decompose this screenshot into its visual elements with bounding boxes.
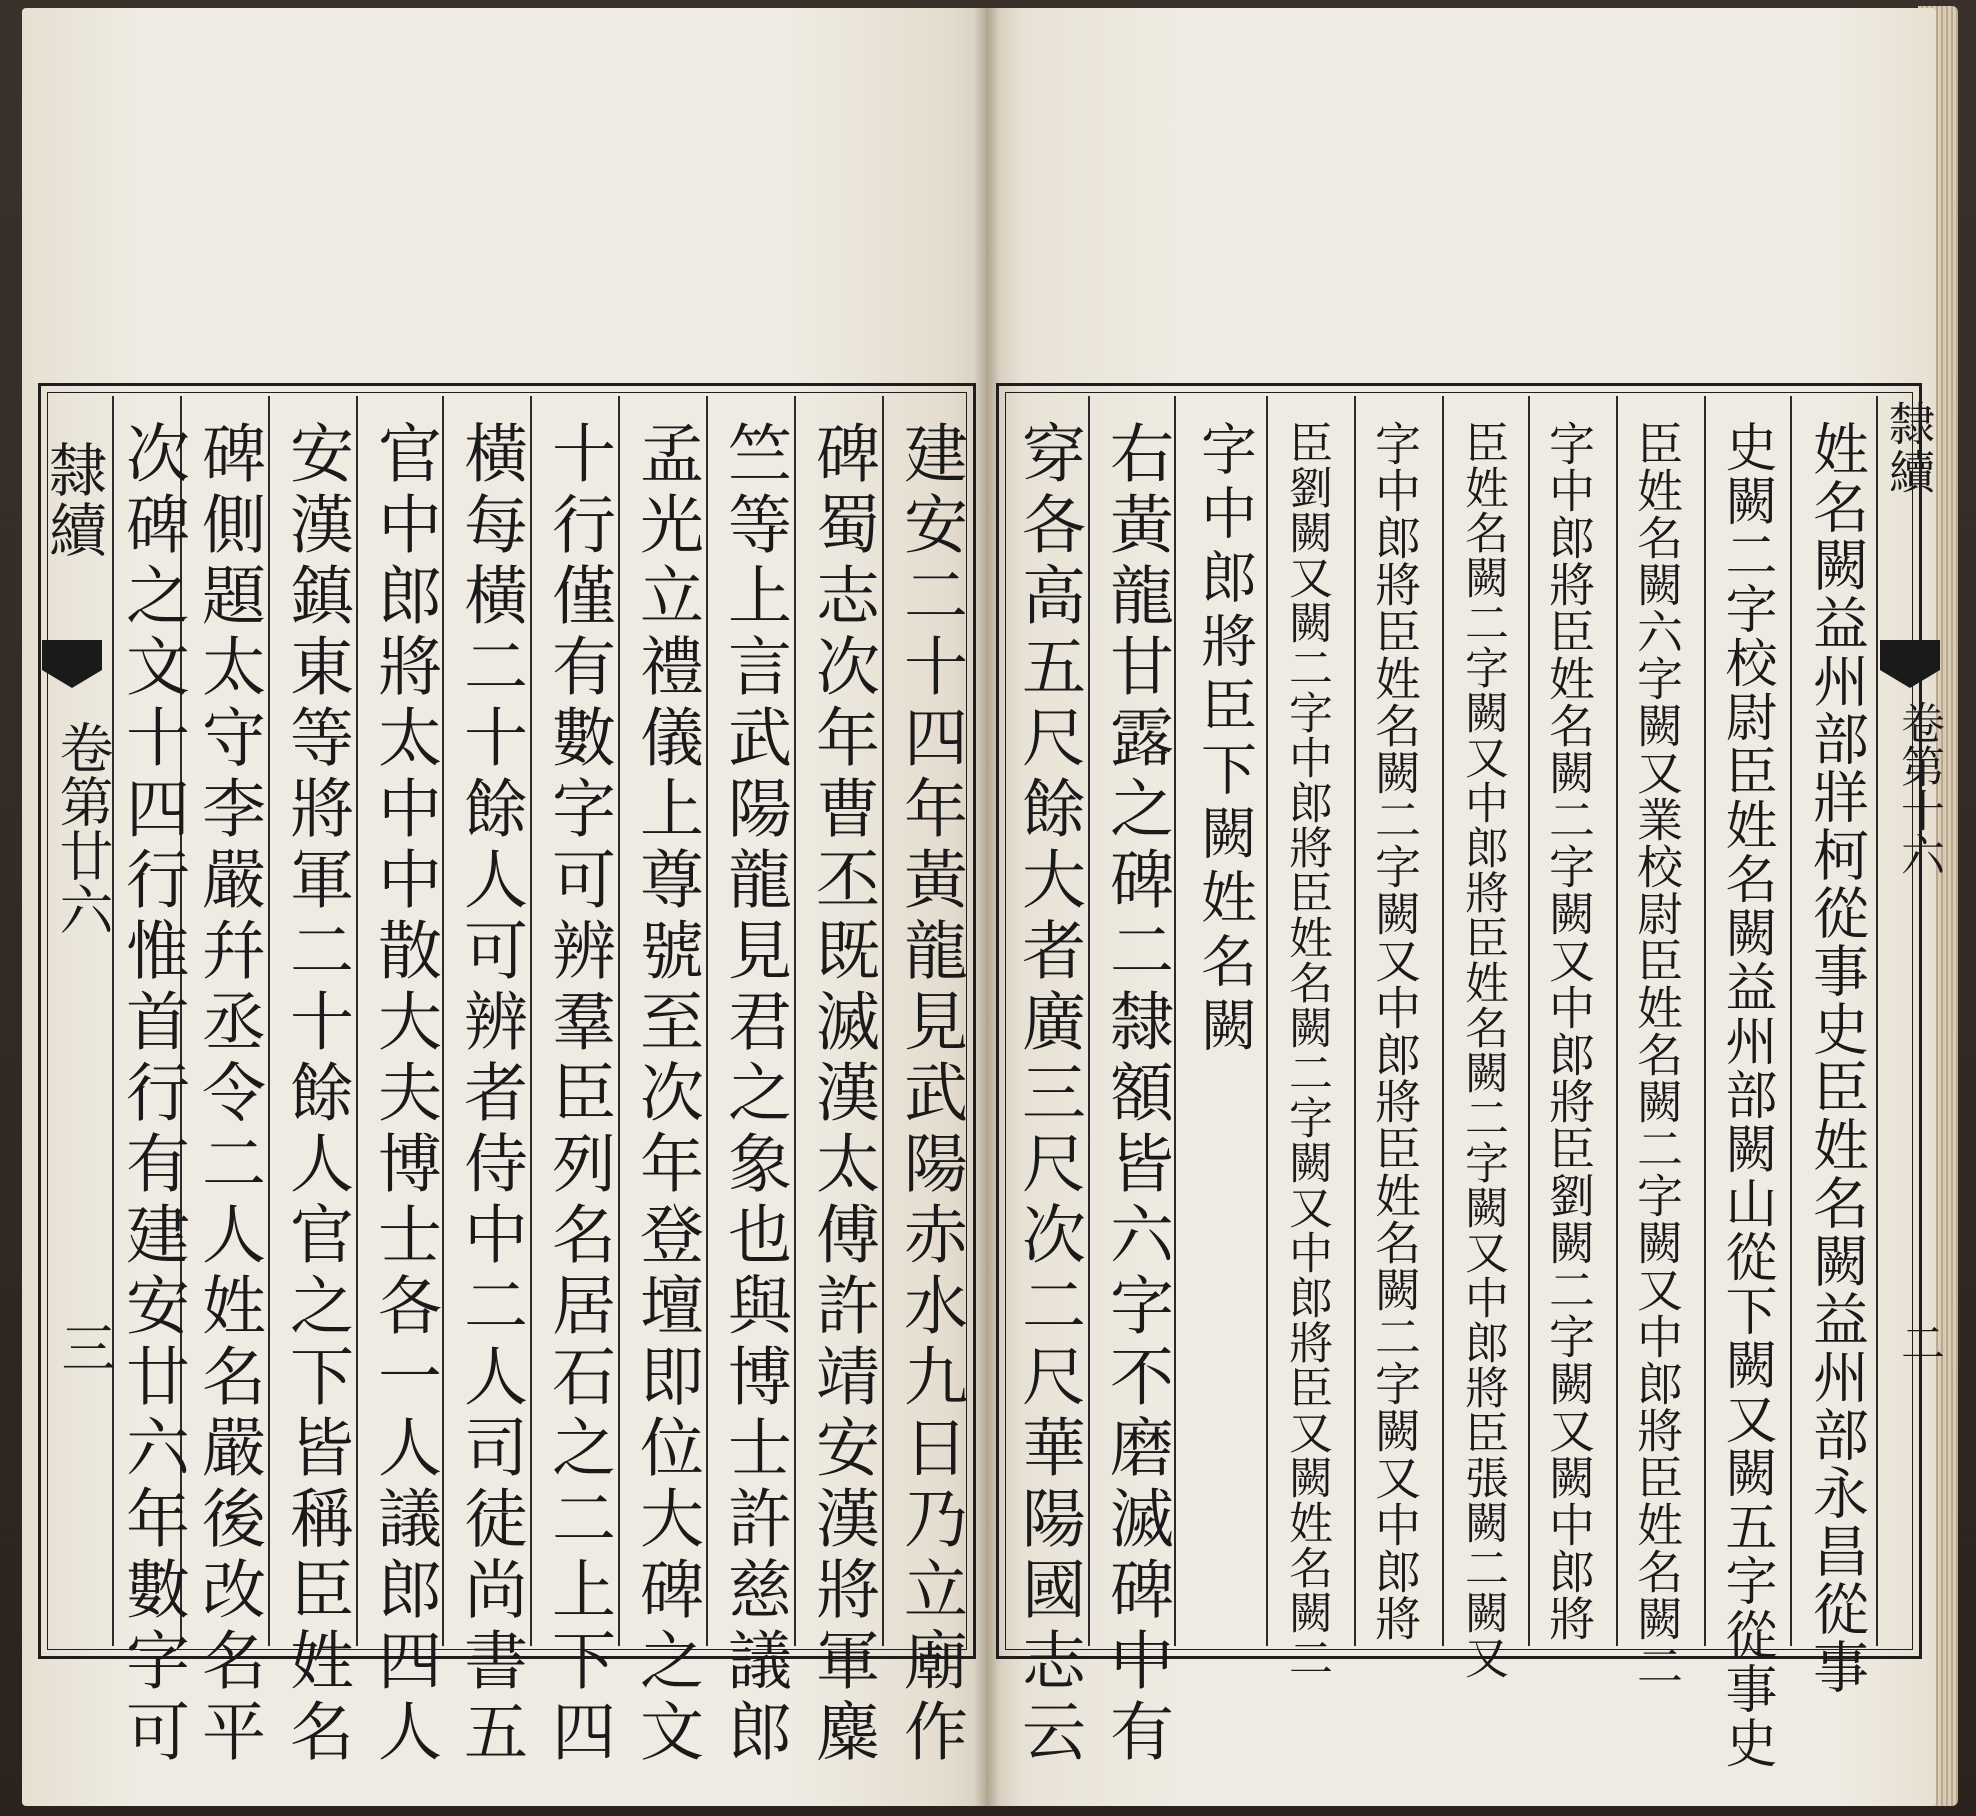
text-column-r6: 字中郎將臣姓名闕二字闕又中郎將臣姓名闕二字闕又中郎將 xyxy=(1368,420,1422,1642)
column-rule xyxy=(706,396,708,1646)
text-column-1: 建安二十四年黃龍見武陽赤水九日乃立廟作 xyxy=(893,420,967,1769)
column-rule xyxy=(882,396,884,1646)
text-column-r1: 姓名闕益州部牂柯從事史臣姓名闕益州部永昌從事 xyxy=(1804,420,1869,1696)
column-rule xyxy=(442,396,444,1646)
fish-tail-mark xyxy=(42,640,102,700)
text-column-5: 十行僅有數字可辨羣臣列名居石之二上下四 xyxy=(541,420,615,1769)
text-column-r8: 字中郎將臣下闕姓名闕 xyxy=(1192,420,1257,1060)
text-column-r9: 右黃龍甘露之碑二隸額皆六字不磨滅碑中有 xyxy=(1099,420,1173,1769)
text-column-7: 官中郎將太中中散大夫博士各一人議郎四人 xyxy=(367,420,441,1769)
text-column-8: 安漢鎮東等將軍二十餘人官之下皆稱臣姓名 xyxy=(279,420,353,1769)
column-rule xyxy=(1790,396,1792,1646)
text-column-10: 次碑之文十四行惟首行有建安廿六年數字可 xyxy=(115,420,189,1769)
column-rule xyxy=(1528,396,1530,1646)
column-rule xyxy=(112,396,114,1646)
text-column-r10: 穿各高五尺餘大者廣三尺次二尺華陽國志云 xyxy=(1011,420,1085,1769)
column-rule xyxy=(1442,396,1444,1646)
text-column-3: 竺等上言武陽龍見君之象也與博士許慈議郎 xyxy=(717,420,791,1769)
column-rule xyxy=(268,396,270,1646)
column-rule xyxy=(794,396,796,1646)
column-rule xyxy=(530,396,532,1646)
column-rule xyxy=(618,396,620,1646)
text-column-6: 橫每橫二十餘人可辨者侍中二人司徒尚書五 xyxy=(453,420,527,1769)
text-column-r3: 臣姓名闕六字闕又業校尉臣姓名闕二字闕又中郎將臣姓名闕二 xyxy=(1630,420,1684,1689)
book-title-right: 隸續 xyxy=(1882,400,1936,496)
column-rule xyxy=(1704,396,1706,1646)
text-column-9: 碑側題太守李嚴幷丞令二人姓名嚴後改名平 xyxy=(191,420,265,1769)
column-rule xyxy=(1088,396,1090,1646)
juan-number-right: 卷第十六 xyxy=(1893,700,1944,876)
text-column-4: 孟光立禮儀上尊號至次年登壇即位大碑之文 xyxy=(629,420,703,1769)
column-rule xyxy=(1876,396,1878,1646)
fish-tail-mark-right xyxy=(1880,640,1940,700)
folio-number: 三 xyxy=(53,1320,116,1374)
text-column-2: 碑蜀志次年曹丕既滅漢太傅許靖安漢將軍麋 xyxy=(805,420,879,1769)
column-rule xyxy=(356,396,358,1646)
juan-number: 卷第廿六 xyxy=(51,720,114,936)
text-column-r4: 字中郎將臣姓名闕二字闕又中郎將臣劉闕二字闕又闕中郎將 xyxy=(1542,420,1596,1642)
folio-number-right: 二 xyxy=(1893,1320,1944,1364)
column-rule xyxy=(1354,396,1356,1646)
book-title: 隸續 xyxy=(39,440,107,560)
column-rule xyxy=(1616,396,1618,1646)
text-column-r5: 臣姓名闕二字闕又中郎將臣姓名闕二字闕又中郎將臣張闕二闕又 xyxy=(1457,420,1508,1680)
column-rule xyxy=(1266,396,1268,1646)
text-column-r2: 史闕二字校尉臣姓名闕益州部闕山從下闕又闕五字從事史 xyxy=(1716,420,1776,1770)
text-column-r7: 臣劉闕又闕二字中郎將臣姓名闕二字闕又中郎將臣又闕姓名闕二 xyxy=(1281,420,1332,1680)
column-rule xyxy=(1174,396,1176,1646)
